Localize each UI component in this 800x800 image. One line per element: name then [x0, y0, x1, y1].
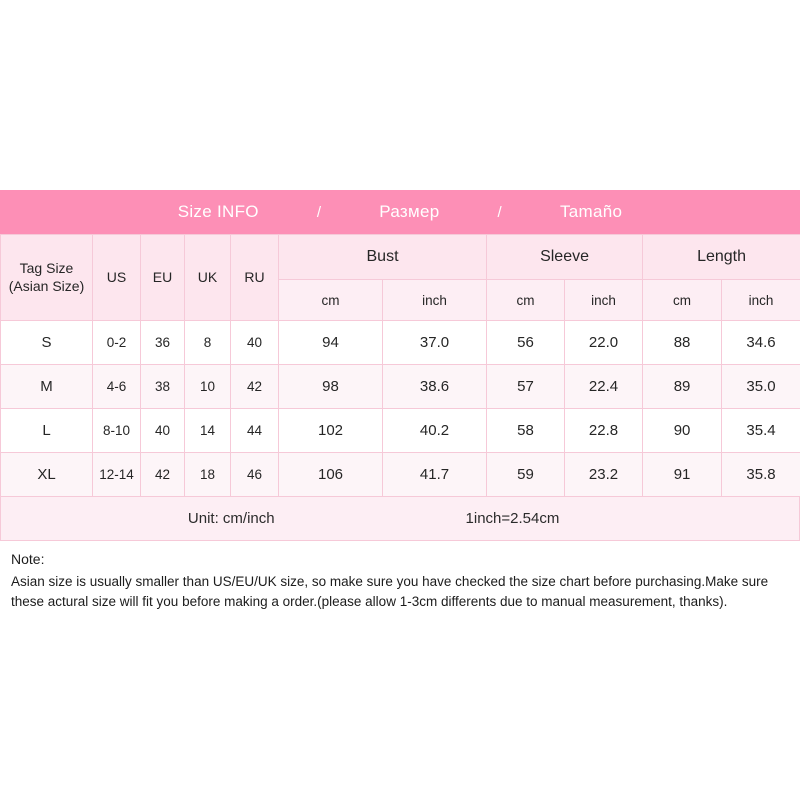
header-length-inch: inch	[722, 280, 800, 321]
title-separator-2: /	[497, 203, 502, 221]
header-us: US	[93, 235, 141, 321]
header-tag-size-line1: Tag Size	[19, 260, 74, 276]
cell-sleeve-inch: 22.0	[565, 321, 643, 365]
cell-ru: 46	[231, 453, 279, 497]
cell-bust-inch: 38.6	[383, 365, 487, 409]
table-row	[1, 365, 800, 409]
header-sleeve-cm: cm	[487, 280, 565, 321]
header-ru: RU	[231, 235, 279, 321]
cell-sleeve-inch: 23.2	[565, 453, 643, 497]
cell-bust-cm: 102	[279, 409, 383, 453]
cell-eu: 42	[141, 453, 185, 497]
cell-eu: 38	[141, 365, 185, 409]
cell-length-cm: 90	[643, 409, 722, 453]
unit-label: Unit: cm/inch	[187, 510, 275, 527]
cell-ru: 42	[231, 365, 279, 409]
header-eu: EU	[141, 235, 185, 321]
cell-tag-size: M	[1, 365, 93, 409]
cell-bust-inch: 37.0	[383, 321, 487, 365]
header-tag-size	[1, 235, 93, 321]
header-tag-size-line2: (Asian Size)	[8, 277, 85, 294]
cell-uk: 18	[185, 453, 231, 497]
cell-length-cm: 89	[643, 365, 722, 409]
cell-sleeve-inch: 22.4	[565, 365, 643, 409]
cell-ru: 44	[231, 409, 279, 453]
header-group-sleeve: Sleeve	[487, 235, 643, 280]
cell-uk: 10	[185, 365, 231, 409]
table-row	[1, 453, 800, 497]
cell-uk: 14	[185, 409, 231, 453]
header-group-length: Length	[643, 235, 800, 280]
cell-tag-size: XL	[1, 453, 93, 497]
header-uk: UK	[185, 235, 231, 321]
header-group-bust: Bust	[279, 235, 487, 280]
cell-us: 8-10	[93, 409, 141, 453]
title-tamano: Tamaño	[560, 202, 623, 221]
cell-bust-inch: 41.7	[383, 453, 487, 497]
cell-bust-cm: 98	[279, 365, 383, 409]
title-separator-1: /	[316, 203, 322, 221]
cell-length-inch: 35.4	[722, 409, 800, 453]
table-header-row-groups	[1, 235, 800, 280]
table-row	[1, 321, 800, 365]
chart-title-banner	[0, 190, 800, 234]
table-row	[1, 409, 800, 453]
cell-eu: 36	[141, 321, 185, 365]
cell-length-cm: 88	[643, 321, 722, 365]
header-length-cm: cm	[643, 280, 722, 321]
cell-length-inch: 34.6	[722, 321, 800, 365]
cell-bust-cm: 94	[279, 321, 383, 365]
cell-tag-size: L	[1, 409, 93, 453]
cell-tag-size: S	[1, 321, 93, 365]
cell-sleeve-cm: 59	[487, 453, 565, 497]
cell-us: 12-14	[93, 453, 141, 497]
cell-sleeve-cm: 56	[487, 321, 565, 365]
note-label: Note:	[11, 551, 45, 567]
header-sleeve-inch: inch	[565, 280, 643, 321]
cell-length-inch: 35.0	[722, 365, 800, 409]
cell-sleeve-cm: 58	[487, 409, 565, 453]
cell-uk: 8	[185, 321, 231, 365]
cell-us: 0-2	[93, 321, 141, 365]
title-size-info: Size INFO	[177, 202, 259, 221]
header-bust-cm: cm	[279, 280, 383, 321]
measurements-table	[0, 234, 800, 497]
size-chart	[0, 190, 800, 625]
cell-length-inch: 35.8	[722, 453, 800, 497]
unit-footer-row	[0, 497, 800, 541]
title-razmer: Размер	[379, 202, 440, 221]
cell-sleeve-inch: 22.8	[565, 409, 643, 453]
cell-bust-inch: 40.2	[383, 409, 487, 453]
cell-ru: 40	[231, 321, 279, 365]
cell-us: 4-6	[93, 365, 141, 409]
cell-bust-cm: 106	[279, 453, 383, 497]
cell-length-cm: 91	[643, 453, 722, 497]
conversion-label: 1inch=2.54cm	[465, 510, 560, 527]
header-bust-inch: inch	[383, 280, 487, 321]
cell-eu: 40	[141, 409, 185, 453]
cell-sleeve-cm: 57	[487, 365, 565, 409]
note-text: Asian size is usually smaller than US/EU/UK size, so make sure you have checked the size chart before purchasing.Make sure these actural size will fit you before making a order.(please allow 1-3cm differents due to manual measurement, thanks).	[11, 574, 769, 610]
note-block	[0, 541, 800, 625]
